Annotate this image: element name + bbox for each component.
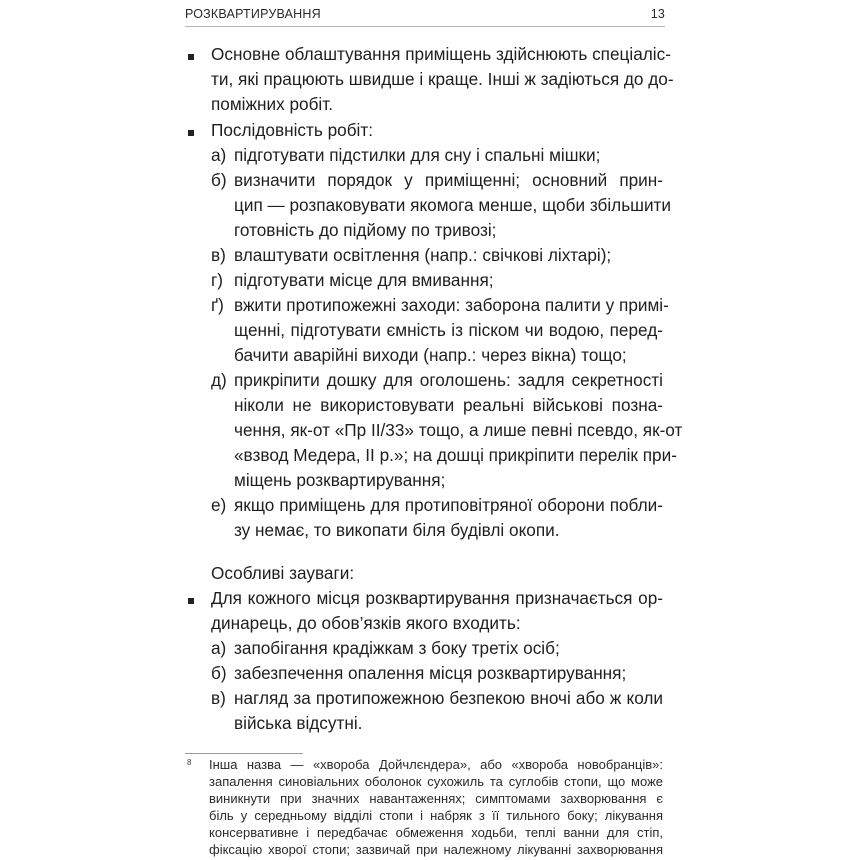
text-line: Основне облаштування приміщень здійснюють спеціаліс-	[211, 44, 671, 64]
text-line: вжити протипожежні заходи: заборона палити у примі-	[234, 295, 669, 315]
text-line: міщень розквартирування;	[234, 470, 446, 490]
list-label: в)	[211, 688, 226, 708]
text-line: готовність до підйому по тривозі;	[234, 220, 497, 240]
text-line: бачити аварійні виходи (напр.: через вікна) тощо;	[234, 345, 627, 365]
running-header	[185, 4, 665, 27]
special-notes-heading: Особливі зауваги:	[211, 563, 355, 583]
text-line: Для кожного місця розквартирування призначається ор-	[211, 588, 663, 608]
text-line: чення, як-от «Пр ІІ/33» тощо, а лише певні псевдо, як-от	[234, 420, 683, 440]
footnote-mark: 8	[187, 758, 192, 767]
text-line: війська відсутні.	[234, 713, 363, 733]
footnote-line: запалення синовіальних оболонок сухожиль та суглобів стопи, що може	[209, 774, 663, 789]
list-label: е)	[211, 495, 227, 515]
text-line: забезпечення опалення місця розквартирування;	[234, 663, 627, 683]
chapter-title: РОЗКВАРТИРУВАННЯ	[185, 7, 321, 21]
list-label: г)	[211, 270, 223, 290]
list-label: б)	[211, 663, 227, 683]
text-line: щенні, підготувати ємність із піском чи водою, перед-	[234, 320, 663, 340]
list-label: а)	[211, 638, 227, 658]
list-label: д)	[211, 370, 227, 390]
book-page	[185, 0, 683, 860]
footnote-divider	[185, 753, 303, 754]
text-line: влаштувати освітлення (напр.: свічкові ліхтарі);	[234, 245, 612, 265]
text-line: динарець, до обов’язків якого входить:	[211, 613, 521, 633]
text-line: нагляд за протипожежною безпекою вночі або ж коли	[234, 688, 663, 708]
page-number: 13	[650, 7, 665, 21]
text-line: цип — розпаковувати якомога менше, щоби збільшити	[234, 195, 672, 215]
text-line: запобігання крадіжкам з боку третіх осіб;	[234, 638, 560, 658]
bullet-square-icon	[188, 130, 194, 136]
text-line: Послідовність робіт:	[211, 120, 374, 140]
footnote-line: виникнути при значних навантаженнях; симптомами захворювання є	[209, 791, 663, 806]
text-line: зу немає, то викопати біля будівлі окопи.	[234, 520, 560, 540]
text-line: ти, які працюють швидше і краще. Інші ж задіються до до-	[211, 69, 674, 89]
text-line: підготувати місце для вмивання;	[234, 270, 494, 290]
list-label: ґ)	[211, 295, 224, 315]
bullet-square-icon	[188, 54, 194, 60]
text-line: «взвод Медера, ІІ р.»; на дошці прикріпити перелік при-	[234, 445, 677, 465]
text-line: підготувати підстилки для сну і спальні мішки;	[234, 145, 601, 165]
footnote-line: Інша назва — «хвороба Дойчлєндера», або «хвороба новобранців»:	[209, 757, 663, 772]
footnote-line: консервативне і передбачає обмеження ходьби, теплі ванни для стіп,	[209, 825, 663, 840]
list-label: б)	[211, 170, 227, 190]
bullet-square-icon	[188, 598, 194, 604]
text-line: ніколи не використовувати реальні військові позна-	[234, 395, 663, 415]
list-label: в)	[211, 245, 226, 265]
text-line: визначити порядок у приміщенні; основний прин-	[234, 170, 663, 190]
list-label: а)	[211, 145, 227, 165]
text-line: прикріпити дошку для оголошень: задля секретності	[234, 370, 663, 390]
text-line: поміжних робіт.	[211, 94, 333, 114]
footnote-line: біль у середньому відділі стопи і набряк з її тильного боку; лікування	[209, 808, 663, 823]
footnote-line: фіксацію хворої стопи; зазвичай при належному лікуванні захворювання	[209, 842, 663, 857]
text-line: якщо приміщень для протиповітряної оборони побли-	[234, 495, 663, 515]
